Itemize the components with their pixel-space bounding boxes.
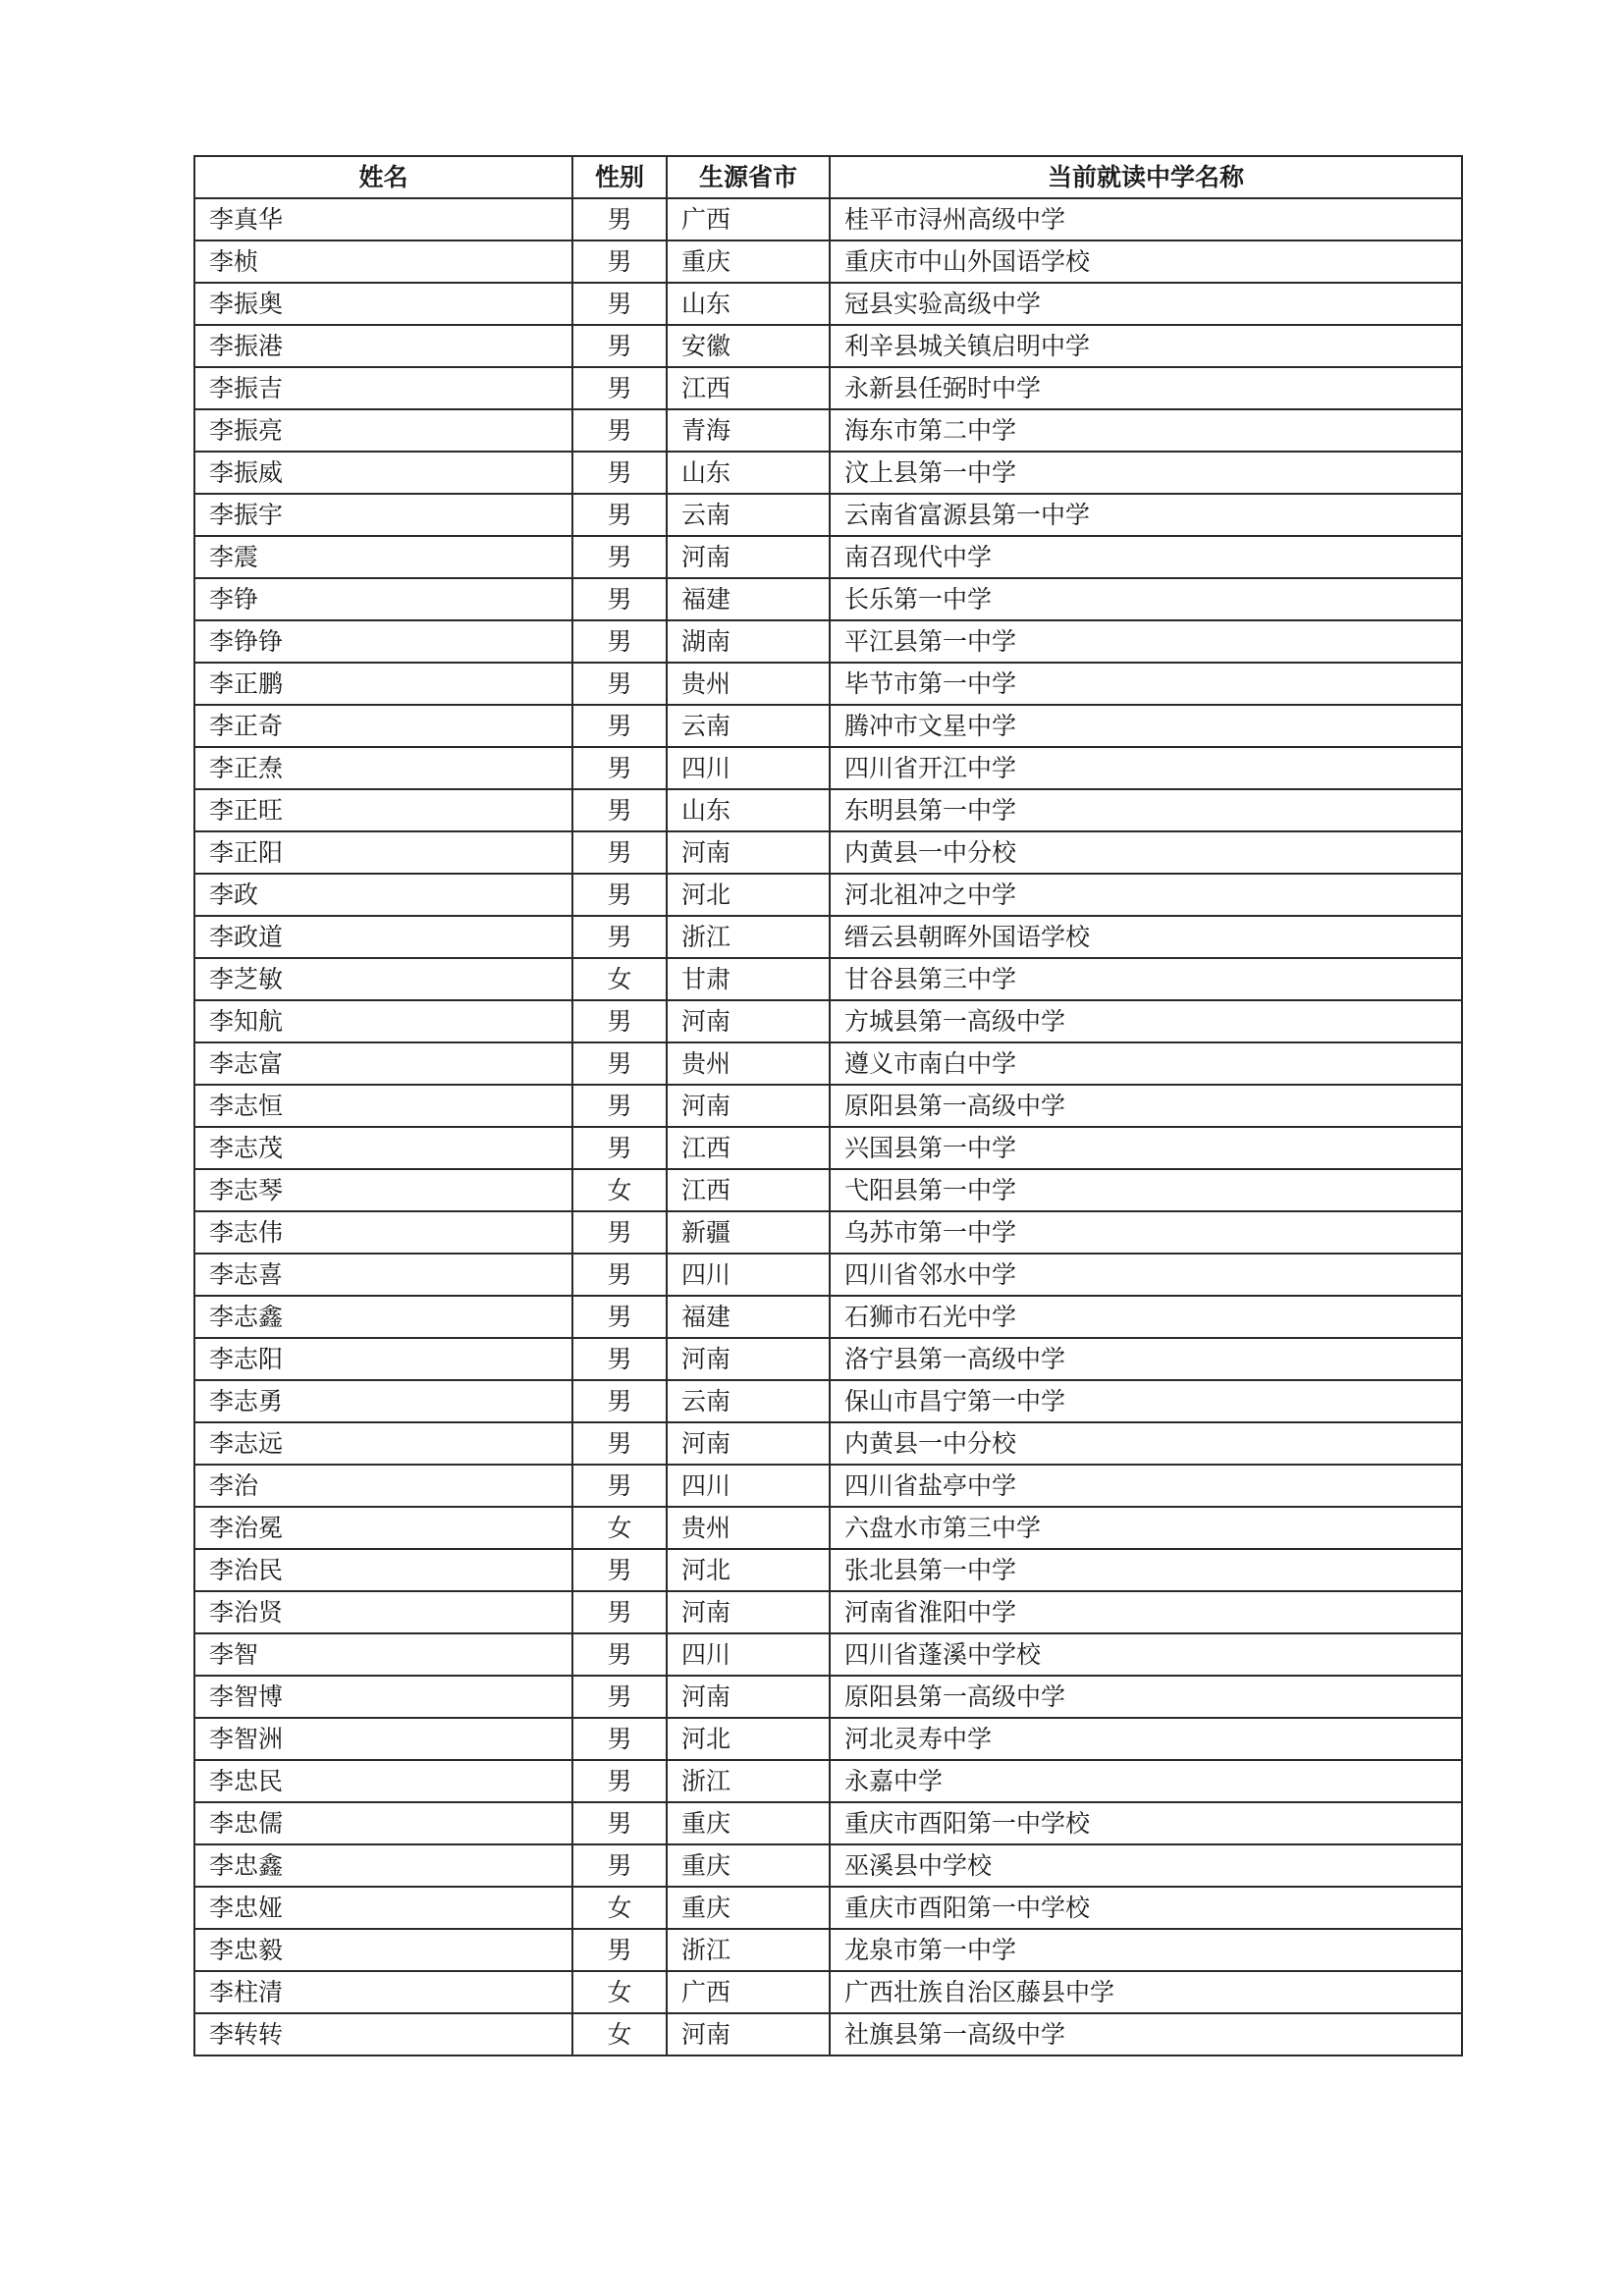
table-row [194, 705, 1462, 747]
school-cell: 腾冲市文星中学 [830, 705, 1462, 747]
name-cell: 李振吉 [194, 367, 572, 409]
table-row [194, 1718, 1462, 1760]
province-cell: 河南 [667, 1338, 830, 1380]
school-cell: 弋阳县第一中学 [830, 1169, 1462, 1211]
gender-cell: 男 [572, 409, 667, 452]
province-cell: 云南 [667, 705, 830, 747]
table-row [194, 620, 1462, 663]
table-row [194, 1254, 1462, 1296]
gender-cell: 女 [572, 1169, 667, 1211]
province-cell: 重庆 [667, 1887, 830, 1929]
school-cell: 冠县实验高级中学 [830, 283, 1462, 325]
school-cell: 洛宁县第一高级中学 [830, 1338, 1462, 1380]
gender-cell: 男 [572, 536, 667, 578]
gender-cell: 女 [572, 1971, 667, 2013]
gender-cell: 女 [572, 2013, 667, 2056]
name-cell: 李振宇 [194, 494, 572, 536]
province-cell: 河北 [667, 874, 830, 916]
table-row [194, 958, 1462, 1000]
gender-cell: 男 [572, 1591, 667, 1633]
province-cell: 广西 [667, 198, 830, 240]
gender-cell: 男 [572, 663, 667, 705]
school-cell: 河南省淮阳中学 [830, 1591, 1462, 1633]
name-cell: 李正阳 [194, 831, 572, 874]
name-cell: 李铮 [194, 578, 572, 620]
gender-cell: 男 [572, 494, 667, 536]
school-cell: 缙云县朝晖外国语学校 [830, 916, 1462, 958]
table-row [194, 874, 1462, 916]
school-cell: 永新县任弼时中学 [830, 367, 1462, 409]
gender-cell: 男 [572, 705, 667, 747]
gender-cell: 男 [572, 916, 667, 958]
gender-cell: 男 [572, 747, 667, 789]
province-cell: 江西 [667, 1169, 830, 1211]
table-row [194, 1971, 1462, 2013]
school-cell: 乌苏市第一中学 [830, 1211, 1462, 1254]
name-cell: 李志喜 [194, 1254, 572, 1296]
school-cell: 毕节市第一中学 [830, 663, 1462, 705]
name-cell: 李铮铮 [194, 620, 572, 663]
gender-cell: 男 [572, 452, 667, 494]
gender-cell: 男 [572, 1042, 667, 1085]
province-cell: 重庆 [667, 240, 830, 283]
table-row [194, 1169, 1462, 1211]
school-cell: 长乐第一中学 [830, 578, 1462, 620]
province-cell: 河南 [667, 1676, 830, 1718]
gender-cell: 男 [572, 198, 667, 240]
gender-cell: 男 [572, 1802, 667, 1844]
table-row [194, 409, 1462, 452]
province-cell: 贵州 [667, 663, 830, 705]
gender-cell: 男 [572, 578, 667, 620]
table-row [194, 494, 1462, 536]
province-cell: 四川 [667, 1633, 830, 1676]
gender-cell: 女 [572, 958, 667, 1000]
name-cell: 李振亮 [194, 409, 572, 452]
student-roster-table [193, 155, 1463, 2056]
gender-cell: 男 [572, 1296, 667, 1338]
table-row [194, 1042, 1462, 1085]
province-cell: 江西 [667, 367, 830, 409]
table-row [194, 1465, 1462, 1507]
table-row [194, 1085, 1462, 1127]
province-cell: 河北 [667, 1549, 830, 1591]
gender-cell: 男 [572, 1254, 667, 1296]
name-cell: 李振奥 [194, 283, 572, 325]
name-cell: 李志恒 [194, 1085, 572, 1127]
table-row [194, 1127, 1462, 1169]
gender-cell: 男 [572, 1127, 667, 1169]
table-row [194, 1802, 1462, 1844]
name-cell: 李志琴 [194, 1169, 572, 1211]
name-cell: 李忠毅 [194, 1929, 572, 1971]
table-row [194, 916, 1462, 958]
province-cell: 甘肃 [667, 958, 830, 1000]
province-cell: 云南 [667, 494, 830, 536]
province-cell: 河南 [667, 536, 830, 578]
school-cell: 六盘水市第三中学 [830, 1507, 1462, 1549]
table-row [194, 1633, 1462, 1676]
name-cell: 李志勇 [194, 1380, 572, 1422]
school-cell: 河北祖冲之中学 [830, 874, 1462, 916]
table-row [194, 578, 1462, 620]
table-row [194, 1760, 1462, 1802]
name-cell: 李忠民 [194, 1760, 572, 1802]
gender-cell: 男 [572, 1000, 667, 1042]
name-cell: 李忠鑫 [194, 1844, 572, 1887]
school-cell: 汶上县第一中学 [830, 452, 1462, 494]
province-cell: 河南 [667, 1085, 830, 1127]
province-cell: 重庆 [667, 1844, 830, 1887]
school-cell: 平江县第一中学 [830, 620, 1462, 663]
table-row [194, 663, 1462, 705]
table-row [194, 831, 1462, 874]
gender-cell: 男 [572, 1380, 667, 1422]
gender-cell: 女 [572, 1887, 667, 1929]
name-cell: 李真华 [194, 198, 572, 240]
table-row [194, 325, 1462, 367]
table-row [194, 789, 1462, 831]
school-cell: 四川省盐亭中学 [830, 1465, 1462, 1507]
name-cell: 李志阳 [194, 1338, 572, 1380]
gender-cell: 男 [572, 1211, 667, 1254]
name-cell: 李志富 [194, 1042, 572, 1085]
school-cell: 重庆市酉阳第一中学校 [830, 1887, 1462, 1929]
name-cell: 李志远 [194, 1422, 572, 1465]
province-cell: 新疆 [667, 1211, 830, 1254]
province-cell: 江西 [667, 1127, 830, 1169]
name-cell: 李正鹏 [194, 663, 572, 705]
table-row [194, 1338, 1462, 1380]
school-cell: 石狮市石光中学 [830, 1296, 1462, 1338]
province-cell: 山东 [667, 283, 830, 325]
table-row [194, 1507, 1462, 1549]
name-cell: 李正焘 [194, 747, 572, 789]
name-cell: 李志伟 [194, 1211, 572, 1254]
school-cell: 四川省开江中学 [830, 747, 1462, 789]
table-row [194, 1380, 1462, 1422]
table-row [194, 1929, 1462, 1971]
table-row [194, 367, 1462, 409]
school-cell: 广西壮族自治区藤县中学 [830, 1971, 1462, 2013]
school-cell: 四川省邻水中学 [830, 1254, 1462, 1296]
gender-cell: 男 [572, 789, 667, 831]
province-cell: 重庆 [667, 1802, 830, 1844]
header-row [194, 156, 1462, 198]
table-row [194, 747, 1462, 789]
table-row [194, 452, 1462, 494]
school-cell: 海东市第二中学 [830, 409, 1462, 452]
school-cell: 利辛县城关镇启明中学 [830, 325, 1462, 367]
name-cell: 李治民 [194, 1549, 572, 1591]
name-cell: 李桢 [194, 240, 572, 283]
province-cell: 河北 [667, 1718, 830, 1760]
table-row [194, 1676, 1462, 1718]
table-row [194, 1887, 1462, 1929]
school-cell: 遵义市南白中学 [830, 1042, 1462, 1085]
table-body [194, 198, 1462, 2056]
gender-cell: 男 [572, 1422, 667, 1465]
province-cell: 浙江 [667, 1929, 830, 1971]
province-cell: 河南 [667, 2013, 830, 2056]
gender-cell: 男 [572, 1465, 667, 1507]
school-cell: 保山市昌宁第一中学 [830, 1380, 1462, 1422]
gender-cell: 男 [572, 1085, 667, 1127]
table-row [194, 1844, 1462, 1887]
school-cell: 内黄县一中分校 [830, 1422, 1462, 1465]
name-cell: 李知航 [194, 1000, 572, 1042]
gender-cell: 男 [572, 1338, 667, 1380]
header-province: 生源省市 [667, 156, 830, 198]
name-cell: 李政道 [194, 916, 572, 958]
gender-cell: 男 [572, 620, 667, 663]
province-cell: 河南 [667, 1000, 830, 1042]
school-cell: 原阳县第一高级中学 [830, 1085, 1462, 1127]
table-row [194, 1591, 1462, 1633]
name-cell: 李治冕 [194, 1507, 572, 1549]
table-row [194, 198, 1462, 240]
name-cell: 李智 [194, 1633, 572, 1676]
province-cell: 贵州 [667, 1507, 830, 1549]
province-cell: 浙江 [667, 1760, 830, 1802]
gender-cell: 男 [572, 367, 667, 409]
gender-cell: 男 [572, 1844, 667, 1887]
table-row [194, 1211, 1462, 1254]
name-cell: 李正奇 [194, 705, 572, 747]
school-cell: 社旗县第一高级中学 [830, 2013, 1462, 2056]
name-cell: 李智博 [194, 1676, 572, 1718]
gender-cell: 男 [572, 1929, 667, 1971]
name-cell: 李忠儒 [194, 1802, 572, 1844]
province-cell: 河南 [667, 1422, 830, 1465]
name-cell: 李振港 [194, 325, 572, 367]
gender-cell: 男 [572, 283, 667, 325]
school-cell: 河北灵寿中学 [830, 1718, 1462, 1760]
name-cell: 李志茂 [194, 1127, 572, 1169]
province-cell: 浙江 [667, 916, 830, 958]
gender-cell: 男 [572, 1760, 667, 1802]
table-row [194, 1000, 1462, 1042]
header-gender: 性别 [572, 156, 667, 198]
name-cell: 李政 [194, 874, 572, 916]
gender-cell: 男 [572, 874, 667, 916]
table-header [194, 156, 1462, 198]
province-cell: 四川 [667, 1254, 830, 1296]
province-cell: 山东 [667, 452, 830, 494]
name-cell: 李芝敏 [194, 958, 572, 1000]
school-cell: 云南省富源县第一中学 [830, 494, 1462, 536]
name-cell: 李柱清 [194, 1971, 572, 2013]
province-cell: 山东 [667, 789, 830, 831]
school-cell: 内黄县一中分校 [830, 831, 1462, 874]
province-cell: 河南 [667, 1591, 830, 1633]
province-cell: 福建 [667, 578, 830, 620]
name-cell: 李志鑫 [194, 1296, 572, 1338]
school-cell: 重庆市酉阳第一中学校 [830, 1802, 1462, 1844]
name-cell: 李智洲 [194, 1718, 572, 1760]
school-cell: 重庆市中山外国语学校 [830, 240, 1462, 283]
header-school: 当前就读中学名称 [830, 156, 1462, 198]
school-cell: 四川省蓬溪中学校 [830, 1633, 1462, 1676]
gender-cell: 男 [572, 1549, 667, 1591]
province-cell: 河南 [667, 831, 830, 874]
province-cell: 广西 [667, 1971, 830, 2013]
table-row [194, 283, 1462, 325]
school-cell: 龙泉市第一中学 [830, 1929, 1462, 1971]
name-cell: 李震 [194, 536, 572, 578]
province-cell: 福建 [667, 1296, 830, 1338]
table-row [194, 1422, 1462, 1465]
gender-cell: 男 [572, 240, 667, 283]
name-cell: 李振威 [194, 452, 572, 494]
province-cell: 安徽 [667, 325, 830, 367]
school-cell: 甘谷县第三中学 [830, 958, 1462, 1000]
name-cell: 李治贤 [194, 1591, 572, 1633]
gender-cell: 男 [572, 1676, 667, 1718]
school-cell: 巫溪县中学校 [830, 1844, 1462, 1887]
school-cell: 桂平市浔州高级中学 [830, 198, 1462, 240]
province-cell: 四川 [667, 747, 830, 789]
school-cell: 张北县第一中学 [830, 1549, 1462, 1591]
school-cell: 原阳县第一高级中学 [830, 1676, 1462, 1718]
table-row [194, 240, 1462, 283]
province-cell: 青海 [667, 409, 830, 452]
name-cell: 李转转 [194, 2013, 572, 2056]
province-cell: 四川 [667, 1465, 830, 1507]
name-cell: 李治 [194, 1465, 572, 1507]
gender-cell: 男 [572, 831, 667, 874]
school-cell: 永嘉中学 [830, 1760, 1462, 1802]
school-cell: 南召现代中学 [830, 536, 1462, 578]
school-cell: 东明县第一中学 [830, 789, 1462, 831]
name-cell: 李正旺 [194, 789, 572, 831]
province-cell: 贵州 [667, 1042, 830, 1085]
gender-cell: 男 [572, 1718, 667, 1760]
school-cell: 方城县第一高级中学 [830, 1000, 1462, 1042]
name-cell: 李忠娅 [194, 1887, 572, 1929]
gender-cell: 女 [572, 1507, 667, 1549]
province-cell: 云南 [667, 1380, 830, 1422]
province-cell: 湖南 [667, 620, 830, 663]
gender-cell: 男 [572, 325, 667, 367]
gender-cell: 男 [572, 1633, 667, 1676]
table-row [194, 536, 1462, 578]
school-cell: 兴国县第一中学 [830, 1127, 1462, 1169]
header-name: 姓名 [194, 156, 572, 198]
table-row [194, 1549, 1462, 1591]
table-row [194, 1296, 1462, 1338]
table-row [194, 2013, 1462, 2056]
